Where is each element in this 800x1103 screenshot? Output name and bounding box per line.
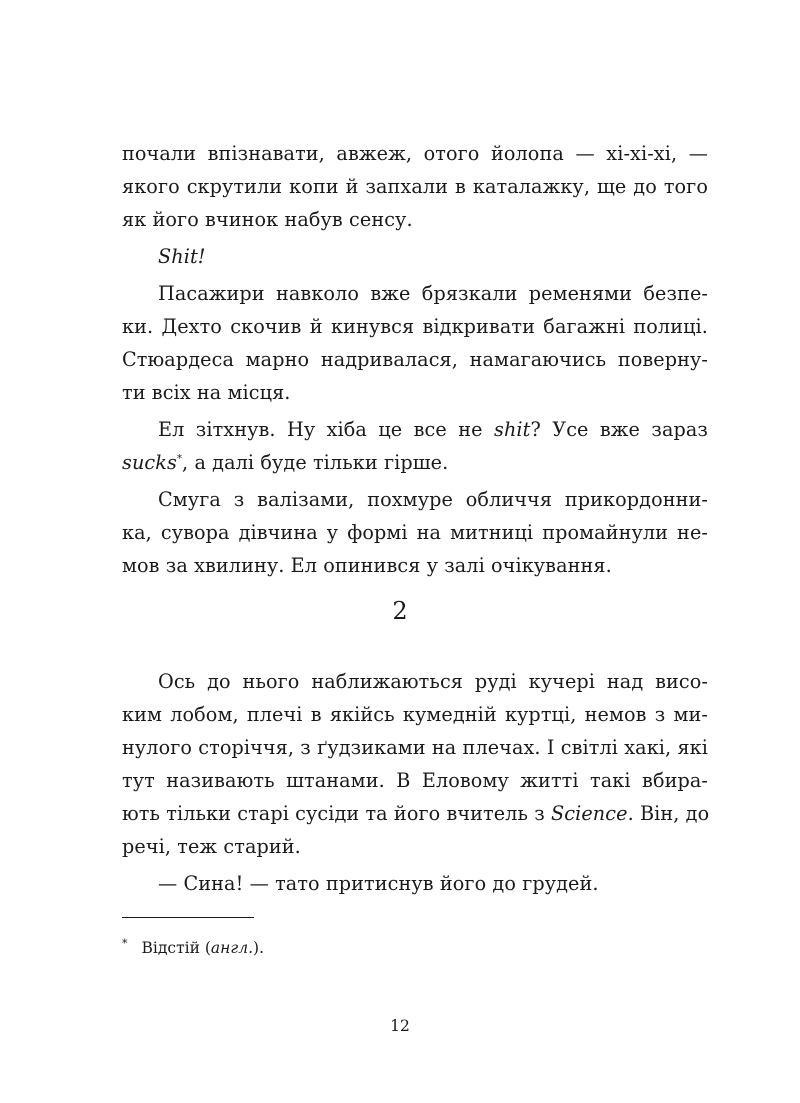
footnote-text-italic: англ. — [210, 939, 254, 957]
text-run: ють тільки старі сусіди та його вчитель з — [122, 802, 552, 825]
text-line: мов за хвилину. Ел опинився у залі очікування. — [122, 554, 612, 577]
text-line: ти всіх на місця. — [122, 381, 291, 404]
text-line: Shit! — [158, 245, 206, 268]
text-line: ки. Дехто скочив й кинувся відкривати багажні полиці. — [122, 315, 708, 338]
text-line: нулого сторіччя, з ґудзиками на плечах. І світлі хакі, які — [122, 736, 708, 759]
text-run: Ел зітхнув. Ну хіба це все не — [158, 418, 494, 441]
text-line — [122, 446, 708, 479]
text-run: . Він, до — [627, 802, 710, 825]
footnote-text: ). — [253, 939, 264, 957]
text-run-italic: Science — [551, 802, 628, 825]
footnote-divider — [122, 917, 254, 918]
text-line: Пасажири навколо вже брязкали ременями безпе- — [158, 282, 708, 305]
text-run: , а далі буде тільки гірше. — [182, 451, 449, 474]
text-section-1 — [122, 137, 708, 582]
chapter-number: 2 — [392, 597, 408, 625]
text-line: Стюардеса марно надривалася, намагаючись поверну- — [122, 348, 708, 371]
text-line: як його вчинок набув сенсу. — [122, 208, 413, 231]
text-line: почали впізнавати, авжеж, отого йолопа — хі-хі-хі, — — [122, 142, 708, 165]
page-number: 12 — [390, 1017, 410, 1035]
text-line: ка, сувора дівчина у формі на митниці промайнули не- — [122, 521, 708, 544]
text-line: Ось до нього наближаються руді кучері над висо- — [158, 670, 708, 693]
text-line — [122, 413, 708, 446]
text-run-italic: shit — [494, 418, 531, 441]
footnote — [122, 936, 264, 960]
footnote-text: Відстій ( — [141, 939, 211, 957]
text-run: ? Усе вже зараз — [530, 418, 708, 441]
footnote-marker: * — [122, 936, 128, 950]
text-section-2 — [122, 665, 708, 900]
text-line: Смуга з валізами, похмуре обличчя прикордонни- — [158, 488, 708, 511]
footnote-reference: * — [176, 453, 183, 465]
text-run-italic: sucks — [122, 451, 177, 474]
text-line — [122, 797, 708, 830]
text-line: тут називають штанами. В Еловому житті такі вбира- — [122, 769, 708, 792]
text-line: — Сина! — тато притиснув його до грудей. — [158, 872, 599, 895]
text-line: якого скрутили копи й запхали в каталажку, ще до того — [122, 175, 708, 198]
text-line: речі, теж старий. — [122, 835, 301, 858]
text-line: ким лобом, плечі в якійсь кумедній куртці, немов з ми- — [122, 703, 708, 726]
